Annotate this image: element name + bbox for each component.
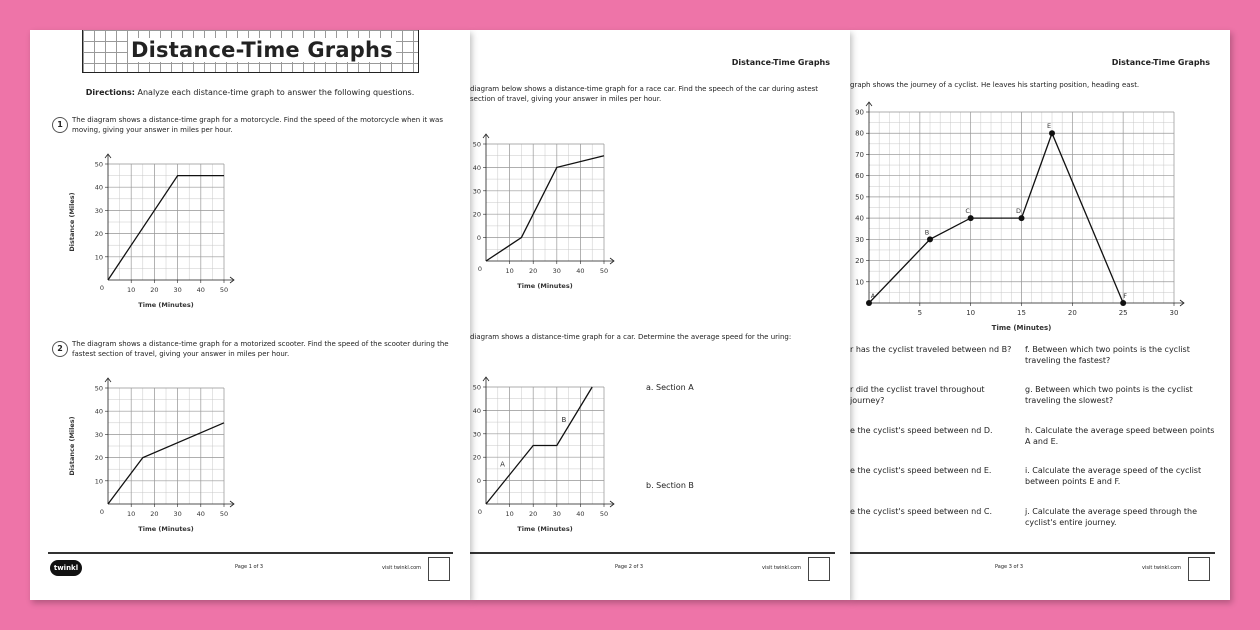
section-label: A: [500, 460, 505, 469]
y-tick-label: 10: [855, 278, 864, 287]
y-tick-label: 30: [94, 206, 103, 215]
x-tick-label: 50: [219, 286, 229, 294]
page-header: Distance-Time Graphs: [731, 58, 830, 67]
x-tick-label: 50: [599, 267, 609, 275]
x-axis-label: Time (Minutes): [517, 525, 573, 533]
x-tick-label: 10: [505, 510, 514, 518]
y-tick-label: 70: [855, 150, 864, 159]
x-tick-label: 40: [196, 510, 205, 518]
twinkl-logo: twinkl: [50, 560, 82, 576]
y-tick-label: 30: [94, 430, 103, 439]
y-tick-label: 60: [855, 172, 864, 181]
page-number: Page 1 of 3: [235, 564, 264, 570]
x-tick-label: 5: [917, 309, 923, 317]
y-tick-label: 10: [94, 477, 103, 486]
data-point: [1019, 215, 1025, 221]
x-tick-label: 20: [1067, 309, 1077, 317]
question-item: h. Calculate the average speed between points A and E.: [1025, 426, 1215, 446]
section-label: B: [561, 416, 567, 425]
x-axis-label: Time (Minutes): [517, 282, 573, 290]
data-point: [1049, 130, 1055, 136]
worksheet-page-2: [470, 30, 850, 600]
y-tick-label: 40: [855, 214, 864, 223]
x-tick-label: 10: [505, 267, 514, 275]
race-car-distance-time-graph: [470, 132, 630, 302]
x-tick-label: 30: [552, 267, 561, 275]
origin-label: 0: [477, 265, 483, 273]
question-item: g. Between which two points is the cyclist traveling the slowest?: [1025, 385, 1193, 405]
scooter-distance-time-graph: [66, 375, 246, 543]
data-point: [927, 236, 933, 242]
y-tick-label: 50: [94, 160, 103, 169]
x-tick-label: 10: [127, 510, 136, 518]
y-tick-label: 20: [94, 454, 103, 463]
worksheet-page-1: [30, 30, 470, 600]
y-tick-label: 40: [94, 407, 103, 416]
x-tick-label: 40: [196, 286, 205, 294]
y-tick-label: 40: [472, 406, 481, 415]
y-tick-label: 20: [94, 230, 103, 239]
question-item: i. Calculate the average speed of the cyclist between points E and F.: [1025, 466, 1202, 486]
data-point: [1120, 300, 1126, 306]
x-tick-label: 40: [576, 267, 585, 275]
question-1-number: 1: [52, 117, 68, 133]
question-item: e the cyclist's speed between nd C.: [850, 507, 992, 516]
y-tick-label: 50: [855, 193, 864, 202]
section-b-question: b. Section B: [646, 481, 694, 490]
point-label: A: [870, 292, 876, 300]
y-axis-label: Distance (Miles): [68, 192, 76, 252]
y-tick-label: 40: [472, 163, 481, 172]
page-number: Page 2 of 3: [615, 564, 644, 570]
question-4-text: diagram shows a distance-time graph for a car. Determine the average speed for the uring:: [470, 333, 792, 341]
worksheet-page-3: [850, 30, 1230, 600]
question-item: e the cyclist's speed between nd E.: [850, 466, 992, 475]
footer-divider: [850, 552, 1215, 554]
y-tick-label: 0: [476, 234, 481, 243]
point-label: F: [1123, 292, 1128, 300]
page-title: Distance-Time Graphs: [128, 38, 396, 62]
motorcycle-distance-time-graph: [66, 152, 246, 320]
footer-divider: [48, 552, 453, 554]
y-tick-label: 30: [472, 430, 481, 439]
point-label: B: [924, 228, 930, 237]
site-link[interactable]: visit twinkl.com: [762, 565, 802, 571]
car-distance-time-graph: [470, 374, 630, 546]
y-tick-label: 10: [94, 253, 103, 262]
point-label: C: [965, 207, 970, 216]
directions-label: Directions:: [85, 88, 135, 97]
y-axis-label: Distance (Miles): [68, 416, 76, 476]
data-point: [968, 215, 974, 221]
question-2-number: 2: [52, 341, 68, 357]
footer-divider: [470, 552, 835, 554]
x-tick-label: 30: [173, 510, 182, 518]
y-tick-label: 0: [476, 477, 481, 486]
approved-badge: [1188, 557, 1210, 581]
approved-badge: [808, 557, 830, 581]
x-tick-label: 30: [173, 286, 182, 294]
y-tick-label: 20: [472, 453, 481, 462]
data-point: [866, 300, 872, 306]
y-tick-label: 80: [855, 129, 864, 138]
x-tick-label: 20: [150, 286, 159, 294]
directions-text: Analyze each distance-time graph to answer the following questions.: [137, 88, 415, 97]
x-tick-label: 40: [576, 510, 585, 518]
x-tick-label: 15: [1017, 309, 1026, 317]
site-link[interactable]: visit twinkl.com: [1142, 565, 1182, 571]
y-tick-label: 40: [94, 183, 103, 192]
question-item: j. Calculate the average speed through the cyclist's entire journey.: [1025, 507, 1197, 527]
site-link[interactable]: visit twinkl.com: [382, 565, 422, 571]
y-tick-label: 50: [472, 140, 481, 149]
question-item: r did the cyclist travel throughout journey?: [850, 385, 985, 405]
x-axis-label: Time (Minutes): [991, 324, 1052, 332]
point-label: D: [1015, 207, 1022, 216]
x-tick-label: 10: [127, 286, 136, 294]
y-tick-label: 50: [94, 384, 103, 393]
x-axis-label: Time (Minutes): [138, 301, 194, 309]
origin-label: 0: [477, 508, 483, 516]
origin-label: 0: [99, 508, 105, 516]
y-tick-label: 30: [855, 235, 864, 244]
approved-badge: [428, 557, 450, 581]
directions: [30, 88, 470, 97]
y-tick-label: 50: [472, 383, 481, 392]
page-header: Distance-Time Graphs: [1111, 58, 1210, 67]
x-tick-label: 50: [219, 510, 229, 518]
origin-label: 0: [99, 284, 105, 292]
x-tick-label: 10: [966, 309, 976, 317]
y-tick-label: 90: [855, 108, 864, 117]
question-item: e the cyclist's speed between nd D.: [850, 426, 993, 435]
question-1-text: The diagram shows a distance-time graph for a motorcycle. Find the speed of the motorcycle when it was moving, giving your answer in miles per hour.: [72, 116, 443, 134]
question-3-text: diagram below shows a distance-time graph for a race car. Find the speech of the car during astest section of travel, giving your answer in miles per hour.: [470, 85, 819, 103]
cyclist-distance-time-graph: [850, 98, 1210, 343]
page-number: Page 3 of 3: [995, 564, 1024, 570]
y-tick-label: 30: [472, 187, 481, 196]
y-tick-label: 20: [855, 257, 864, 266]
x-tick-label: 30: [552, 510, 561, 518]
x-axis-label: Time (Minutes): [138, 525, 194, 533]
x-tick-label: 25: [1118, 309, 1128, 317]
x-tick-label: 50: [599, 510, 609, 518]
x-tick-label: 30: [1169, 309, 1179, 317]
y-tick-label: 20: [472, 210, 481, 219]
point-label: E: [1046, 122, 1052, 131]
question-2-text: The diagram shows a distance-time graph for a motorized scooter. Find the speed of the scooter during the fastest section of travel, giving your answer in miles per hour.: [72, 340, 449, 358]
question-item: f. Between which two points is the cyclist traveling the fastest?: [1025, 345, 1190, 365]
x-tick-label: 20: [529, 267, 538, 275]
question-intro: graph shows the journey of a cyclist. He leaves his starting position, heading east.: [850, 81, 1140, 89]
question-item: r has the cyclist traveled between nd B?: [850, 345, 1012, 354]
section-a-question: a. Section A: [646, 383, 694, 392]
x-tick-label: 20: [150, 510, 159, 518]
x-tick-label: 20: [529, 510, 538, 518]
